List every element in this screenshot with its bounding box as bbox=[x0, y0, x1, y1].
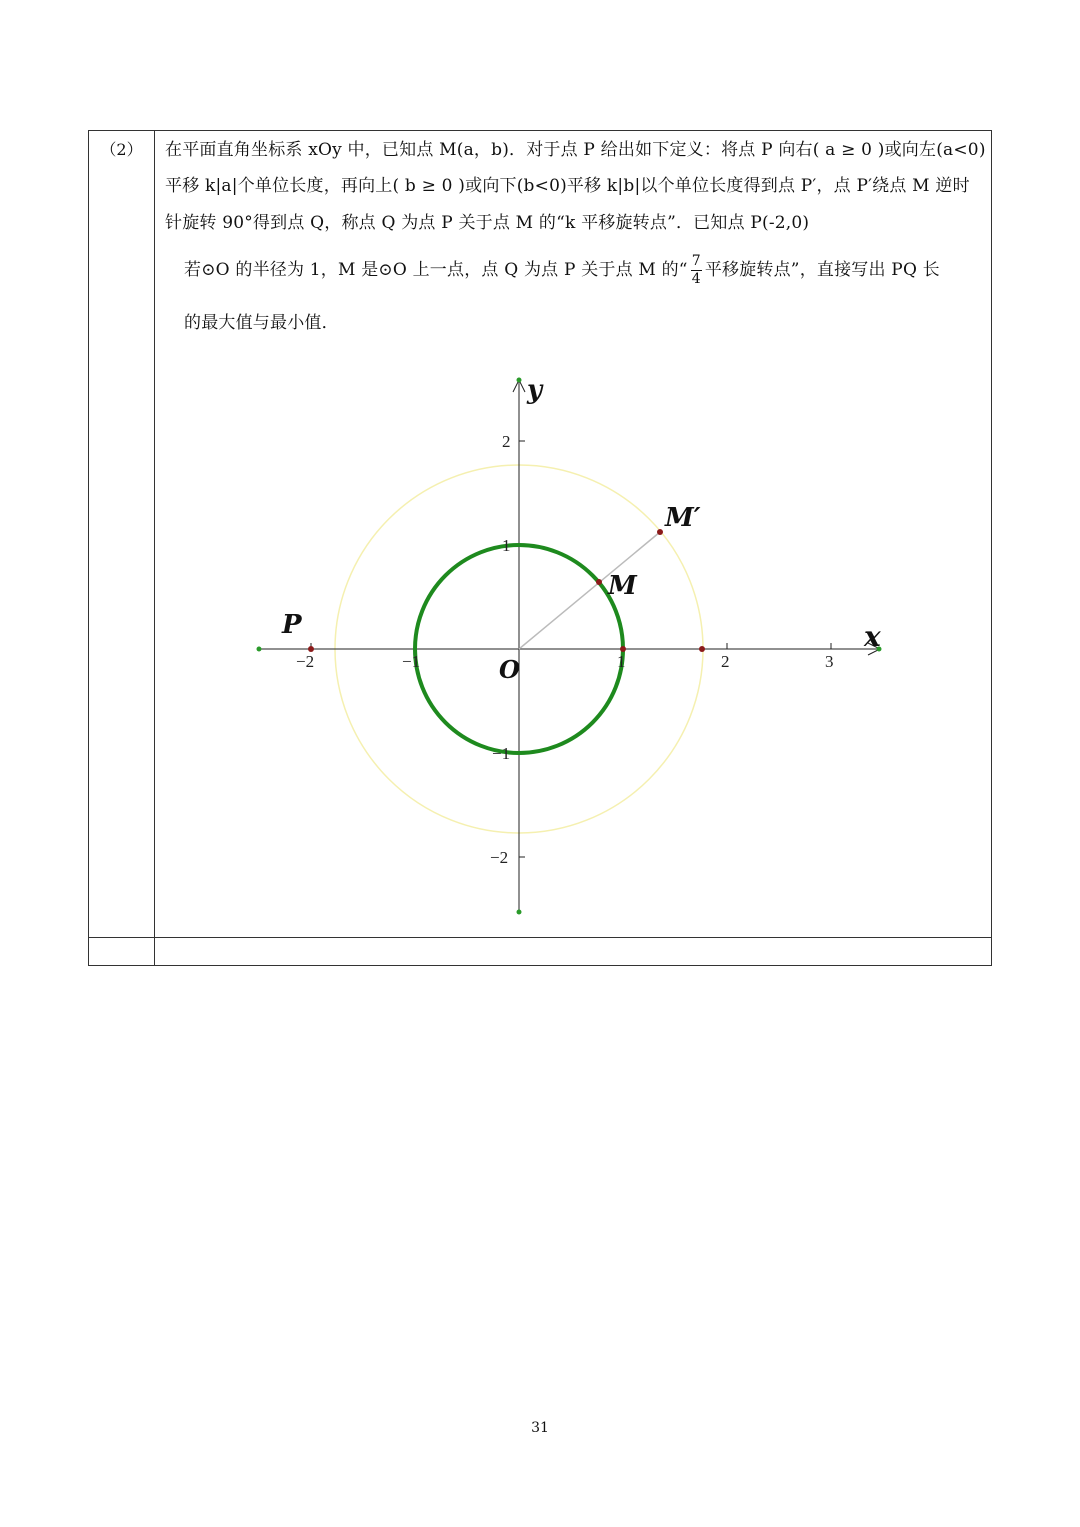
y-tick-label: 1 bbox=[502, 536, 511, 555]
x-tick-label: 3 bbox=[825, 652, 834, 671]
fraction-numerator: 7 bbox=[691, 253, 701, 269]
y-tick-label: 2 bbox=[502, 432, 511, 451]
label-m: M bbox=[608, 571, 637, 601]
label-y-axis: y bbox=[527, 375, 543, 405]
x-tick-label: 1 bbox=[617, 652, 626, 671]
x-tick-label: −2 bbox=[296, 652, 315, 671]
problem-number: （2） bbox=[100, 140, 143, 159]
axis-endpoint bbox=[257, 647, 262, 652]
y-tick-label: −1 bbox=[492, 744, 511, 763]
label-x-axis: x bbox=[864, 620, 881, 653]
problem-text-line-1: 在平面直角坐标系 xOy 中，已知点 M(a，b)．对于点 P 给出如下定义：将点 P 向右( a ≥ 0 )或向左(a<0) bbox=[165, 140, 986, 160]
label-origin: O bbox=[499, 655, 520, 684]
x-tick-label: −1 bbox=[402, 652, 421, 671]
x-tick-label: 2 bbox=[721, 652, 730, 671]
point-on-x-axis bbox=[699, 646, 705, 652]
problem-text-line-3: 针旋转 90°得到点 Q，称点 Q 为点 P 关于点 M 的“k 平移旋转点”．已知点 P(-2,0) bbox=[165, 213, 810, 233]
line4-prefix: 若⊙O 的半径为 1，M 是⊙O 上一点，点 Q 为点 P 关于点 M 的“ bbox=[184, 260, 688, 280]
axis-endpoint bbox=[517, 378, 522, 383]
y-tick-label: −2 bbox=[490, 848, 509, 867]
point-mprime bbox=[657, 529, 663, 535]
point-m bbox=[596, 579, 602, 585]
axis-endpoint bbox=[517, 910, 522, 915]
fraction-denominator: 4 bbox=[691, 271, 701, 287]
label-p: P bbox=[282, 610, 302, 640]
segment-o-mprime bbox=[519, 532, 660, 649]
page-number: 31 bbox=[531, 1420, 549, 1436]
problem-text-line-2: 平移 k|a|个单位长度，再向上( b ≥ 0 )或向下(b<0)平移 k|b|以个单位长度得到点 P′，点 P′绕点 M 逆时 bbox=[165, 176, 970, 196]
label-mprime: M′ bbox=[665, 503, 701, 533]
problem-text-line-5: 的最大值与最小值． bbox=[184, 313, 339, 333]
line4-suffix: 平移旋转点”，直接写出 PQ 长 bbox=[704, 260, 940, 280]
